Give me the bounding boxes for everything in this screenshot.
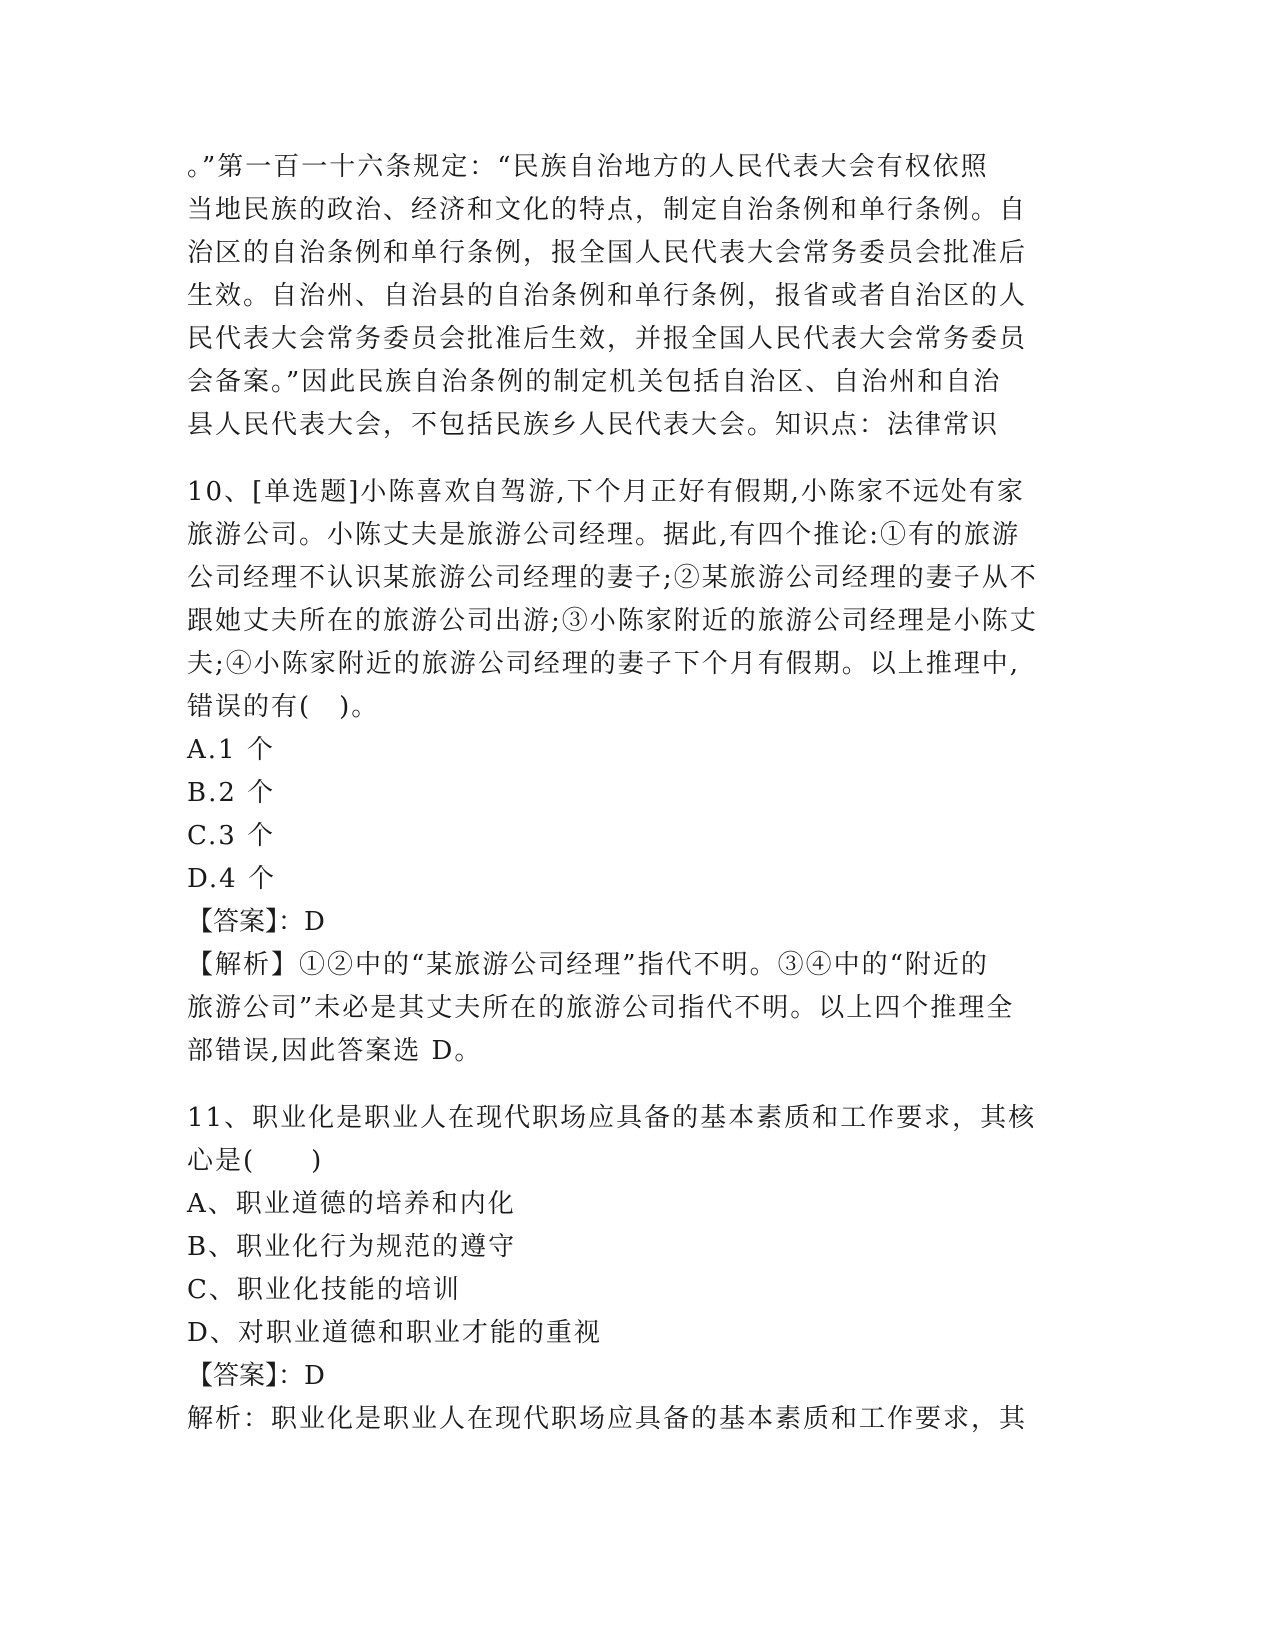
option-b: B.2 个 bbox=[187, 778, 276, 808]
analysis-line: 【解析】①②中的“某旅游公司经理”指代不明。③④中的“附近的 bbox=[187, 950, 989, 980]
spacer bbox=[187, 1073, 1087, 1097]
question-11 bbox=[187, 1097, 1087, 1441]
answer-line: 【答案】：D bbox=[187, 1361, 325, 1391]
intro-line: 县人民代表大会，不包括民族乡人民代表大会。知识点：法律常识 bbox=[187, 410, 1000, 440]
question-stem-line: 公司经理不认识某旅游公司经理的妻子;②某旅游公司经理的妻子从不 bbox=[187, 563, 1038, 593]
intro-line: 治区的自治条例和单行条例，报全国人民代表大会常务委员会批准后 bbox=[187, 238, 1028, 268]
question-stem-line: 11、职业化是职业人在现代职场应具备的基本素质和工作要求，其核 bbox=[187, 1103, 1037, 1133]
question-10 bbox=[187, 471, 1087, 1073]
option-a: A、职业道德的培养和内化 bbox=[187, 1189, 516, 1219]
option-b: B、职业化行为规范的遵守 bbox=[187, 1232, 517, 1262]
question-stem-line: 错误的有( )。 bbox=[187, 692, 380, 722]
question-stem-line: 夫;④小陈家附近的旅游公司经理的妻子下个月有假期。以上推理中, bbox=[187, 649, 1021, 679]
option-c: C.3 个 bbox=[187, 821, 276, 851]
intro-line: 民代表大会常务委员会批准后生效，并报全国人民代表大会常务委员 bbox=[187, 324, 1028, 354]
question-stem-line: 心是( ) bbox=[187, 1146, 324, 1176]
analysis-line: 旅游公司”未必是其丈夫所在的旅游公司指代不明。以上四个推理全 bbox=[187, 993, 1015, 1023]
option-d: D.4 个 bbox=[187, 864, 276, 894]
intro-line: 会备案。”因此民族自治条例的制定机关包括自治区、自治州和自治 bbox=[187, 367, 1002, 397]
analysis-line: 解析：职业化是职业人在现代职场应具备的基本素质和工作要求，其 bbox=[187, 1404, 1028, 1434]
intro-line: 当地民族的政治、经济和文化的特点，制定自治条例和单行条例。自 bbox=[187, 195, 1028, 225]
question-stem-line: 10、[单选题]小陈喜欢自驾游,下个月正好有假期,小陈家不远处有家 bbox=[187, 477, 1025, 507]
intro-line: 生效。自治州、自治县的自治条例和单行条例，报省或者自治区的人 bbox=[187, 281, 1028, 311]
document-page bbox=[187, 146, 1087, 1441]
intro-paragraph bbox=[187, 146, 1087, 447]
option-c: C、职业化技能的培训 bbox=[187, 1275, 461, 1305]
spacer bbox=[187, 447, 1087, 471]
option-a: A.1 个 bbox=[187, 735, 275, 765]
question-stem-line: 跟她丈夫所在的旅游公司出游;③小陈家附近的旅游公司经理是小陈丈 bbox=[187, 606, 1038, 636]
question-stem-line: 旅游公司。小陈丈夫是旅游公司经理。据此,有四个推论:①有的旅游 bbox=[187, 520, 1021, 550]
analysis-line: 部错误,因此答案选 D。 bbox=[187, 1036, 483, 1066]
answer-line: 【答案】：D bbox=[187, 907, 325, 937]
intro-line: 。”第一百一十六条规定：“民族自治地方的人民代表大会有权依照 bbox=[187, 152, 989, 182]
option-d: D、对职业道德和职业才能的重视 bbox=[187, 1318, 602, 1348]
